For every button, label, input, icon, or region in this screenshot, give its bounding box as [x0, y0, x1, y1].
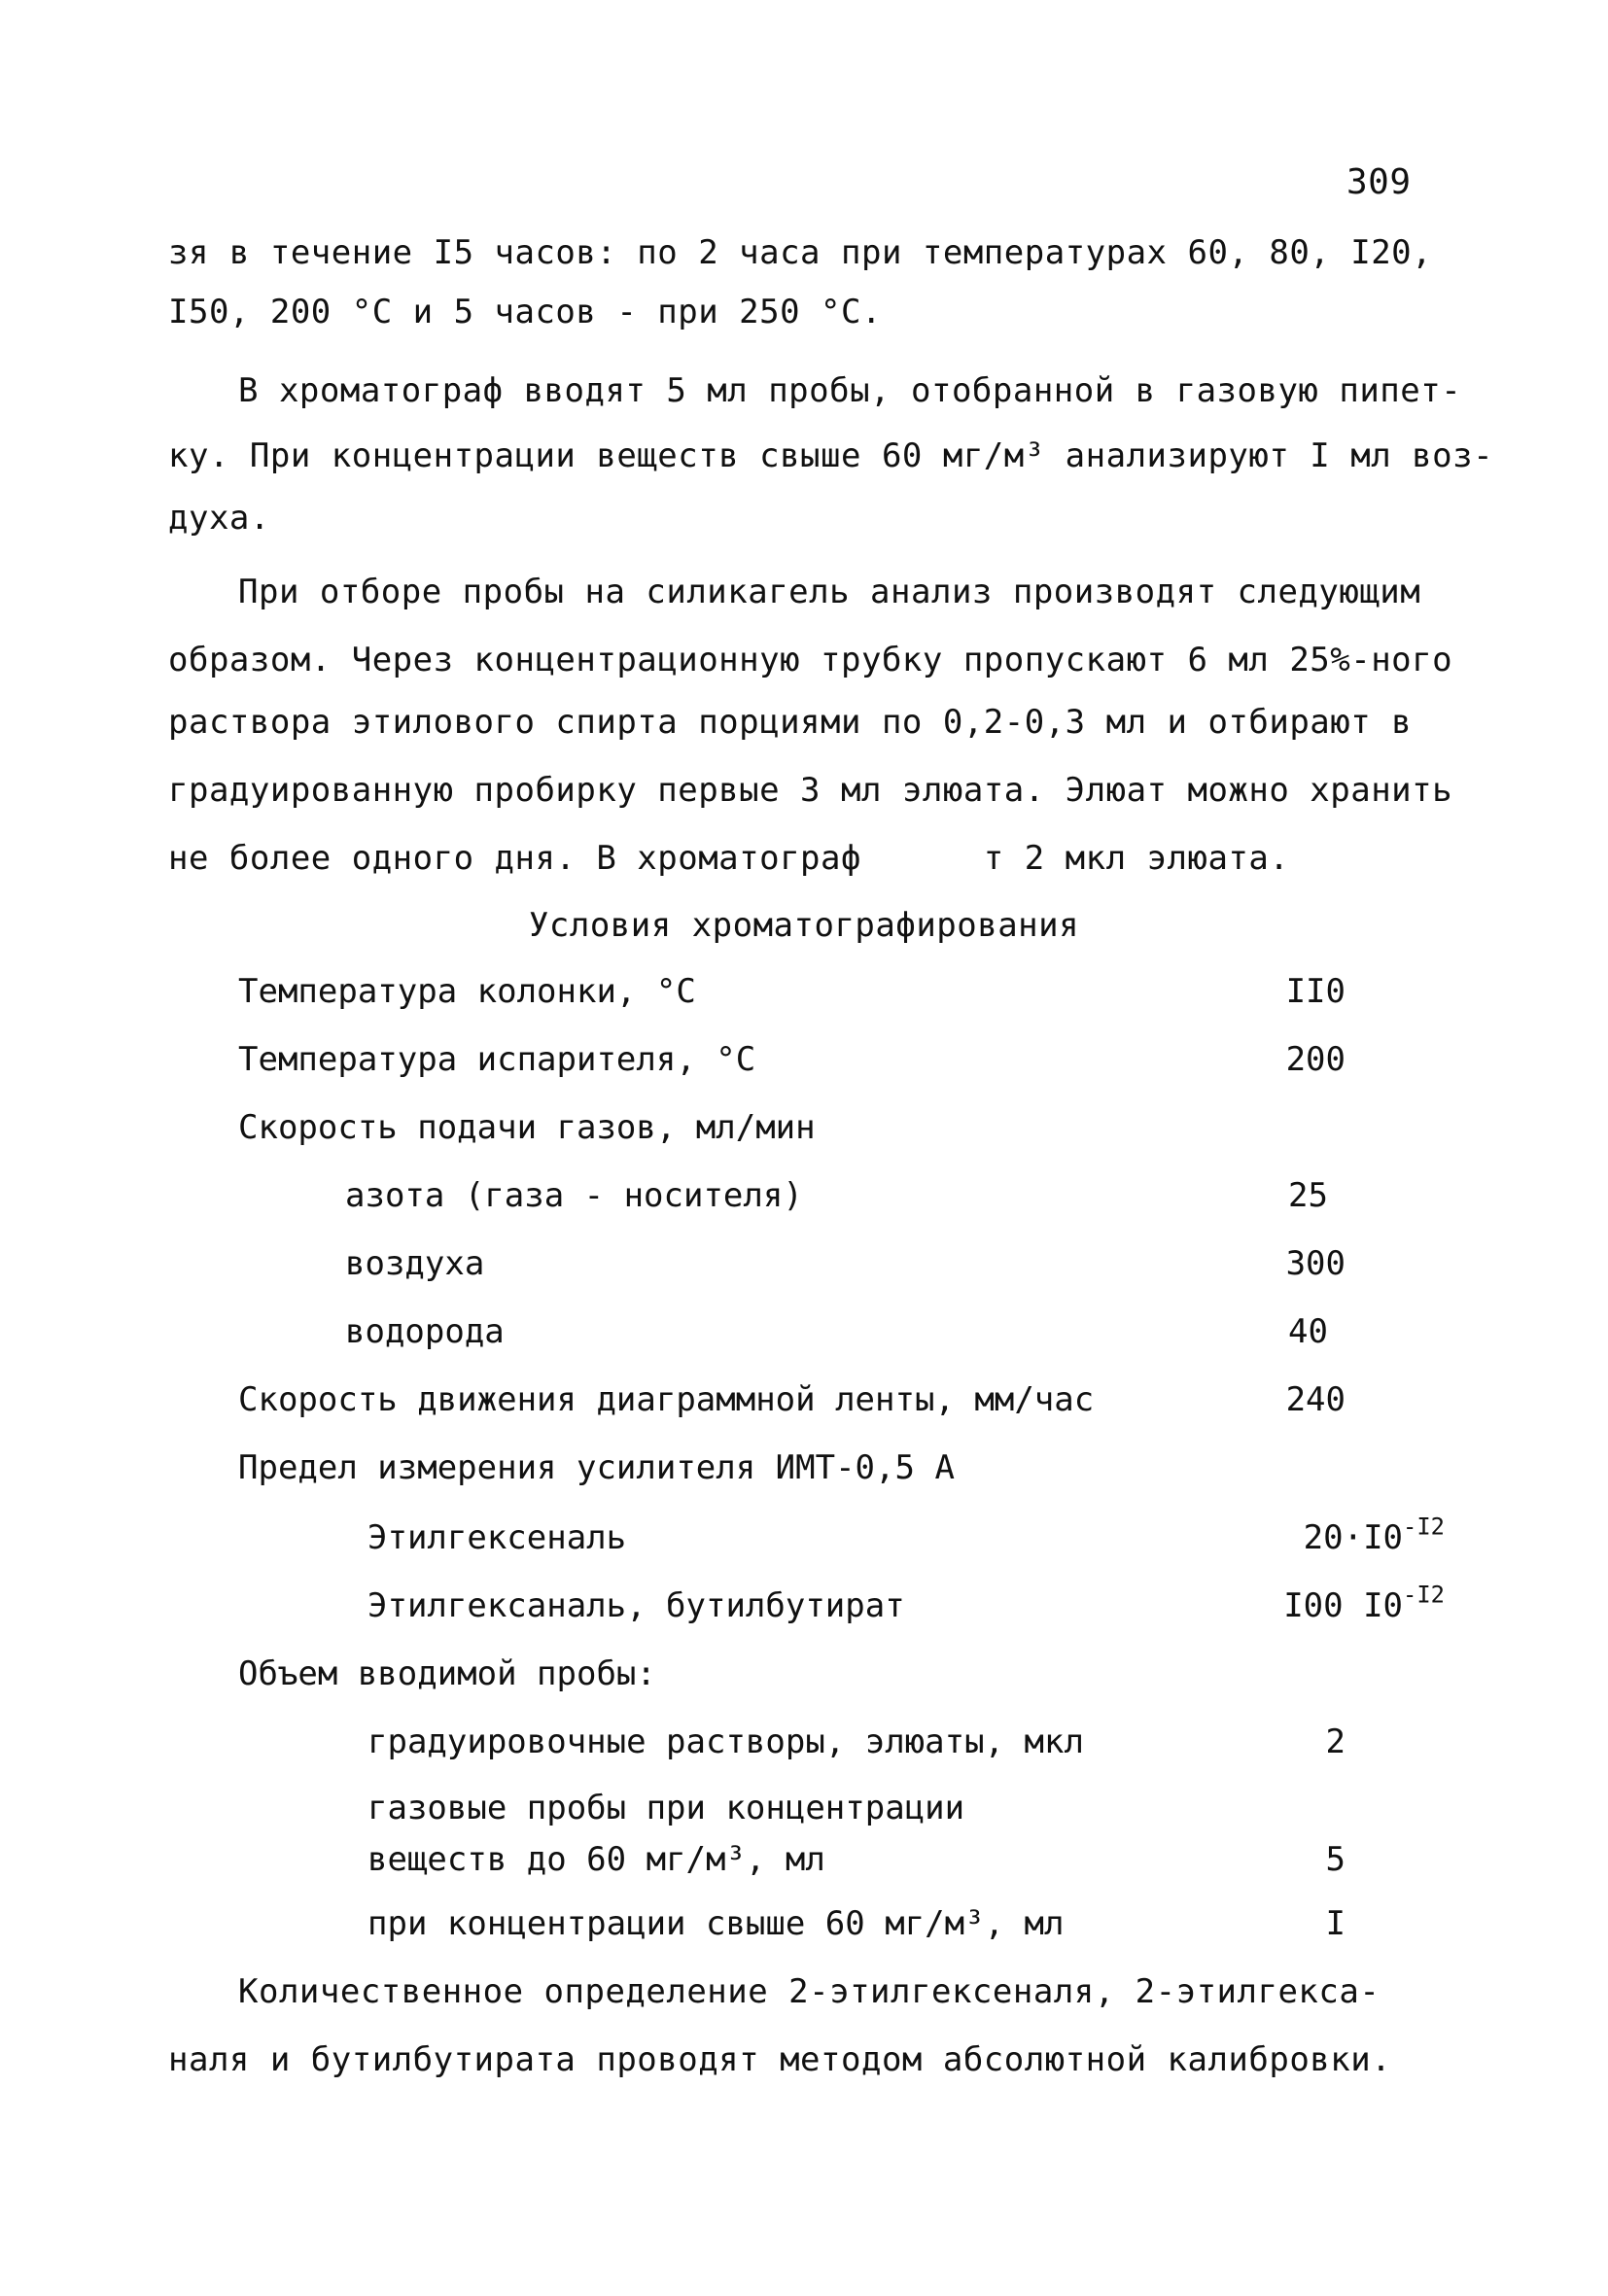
text-line: Количественное определение 2-этилгексеналя, 2-этилгекса-	[238, 1972, 1381, 2011]
condition-label: Предел измерения усилителя ИМТ-0,5 А	[238, 1448, 955, 1487]
condition-value	[1283, 1581, 1445, 1625]
condition-label: воздуха	[345, 1244, 485, 1283]
condition-label: Скорость движения диаграммной ленты, мм/час	[238, 1380, 1095, 1419]
text-line: При отборе пробы на силикагель анализ производят следующим	[238, 573, 1421, 611]
condition-label: Температура испарителя, °С	[238, 1040, 756, 1079]
condition-label: Объем вводимой пробы:	[238, 1654, 656, 1693]
text-line: I50, 200 °С и 5 часов - при 250 °С.	[168, 293, 882, 331]
text-line: ку. При концентрации веществ свыше 60 мг/м³ анализируют I мл воз-	[168, 436, 1494, 475]
condition-label: градуировочные растворы, элюаты, мкл	[367, 1722, 1084, 1761]
condition-label: Этилгексеналь	[367, 1518, 627, 1557]
condition-label: Температура колонки, °С	[238, 972, 696, 1011]
condition-value	[1303, 1513, 1445, 1557]
condition-label: Этилгексаналь, бутилбутират	[367, 1586, 905, 1625]
text-line: зя в течение I5 часов: по 2 часа при температурах 60, 80, I20,	[168, 233, 1433, 272]
text-line: В хроматограф вводят 5 мл пробы, отобранной в газовую пипет-	[238, 371, 1462, 410]
value-exponent: -I2	[1403, 1581, 1445, 1609]
condition-label: газовые пробы при концентрации	[367, 1789, 965, 1827]
page-number: 309	[1346, 162, 1412, 202]
text-line: духа.	[168, 499, 270, 538]
text-line: градуированную пробирку первые 3 мл элюата. Элюат можно хранить	[168, 771, 1453, 810]
value-mantissa: 20·I0	[1303, 1518, 1404, 1557]
conditions-title: Условия хроматографирования	[528, 906, 1080, 945]
condition-value: 240	[1285, 1380, 1346, 1419]
value-mantissa: I00 I0	[1283, 1586, 1404, 1625]
text-line: образом. Через концентрационную трубку пропускают 6 мл 25%-ного	[168, 641, 1453, 679]
condition-label: при концентрации свыше 60 мг/м³, мл	[367, 1904, 1065, 1943]
condition-label: веществ до 60 мг/м³, мл	[367, 1840, 825, 1879]
text-line: раствора этилового спирта порциями по 0,2-0,3 мл и отбирают в	[168, 703, 1413, 742]
condition-label: азота (газа - носителя)	[345, 1176, 803, 1215]
text-line: не более одного дня. В хроматограф т 2 мкл элюата.	[168, 839, 1290, 878]
text-line: наля и бутилбутирата проводят методом абсолютной калибровки.	[168, 2040, 1392, 2079]
condition-value: 2	[1325, 1722, 1346, 1761]
condition-value: 200	[1285, 1040, 1346, 1079]
condition-value: II0	[1285, 972, 1346, 1011]
condition-value: 25	[1288, 1176, 1328, 1215]
value-exponent: -I2	[1403, 1513, 1445, 1541]
condition-label: водорода	[345, 1312, 505, 1351]
condition-value: 5	[1325, 1840, 1346, 1879]
condition-value: I	[1325, 1904, 1346, 1943]
condition-value: 300	[1285, 1244, 1346, 1283]
condition-label: Скорость подачи газов, мл/мин	[238, 1108, 816, 1147]
condition-value: 40	[1288, 1312, 1328, 1351]
